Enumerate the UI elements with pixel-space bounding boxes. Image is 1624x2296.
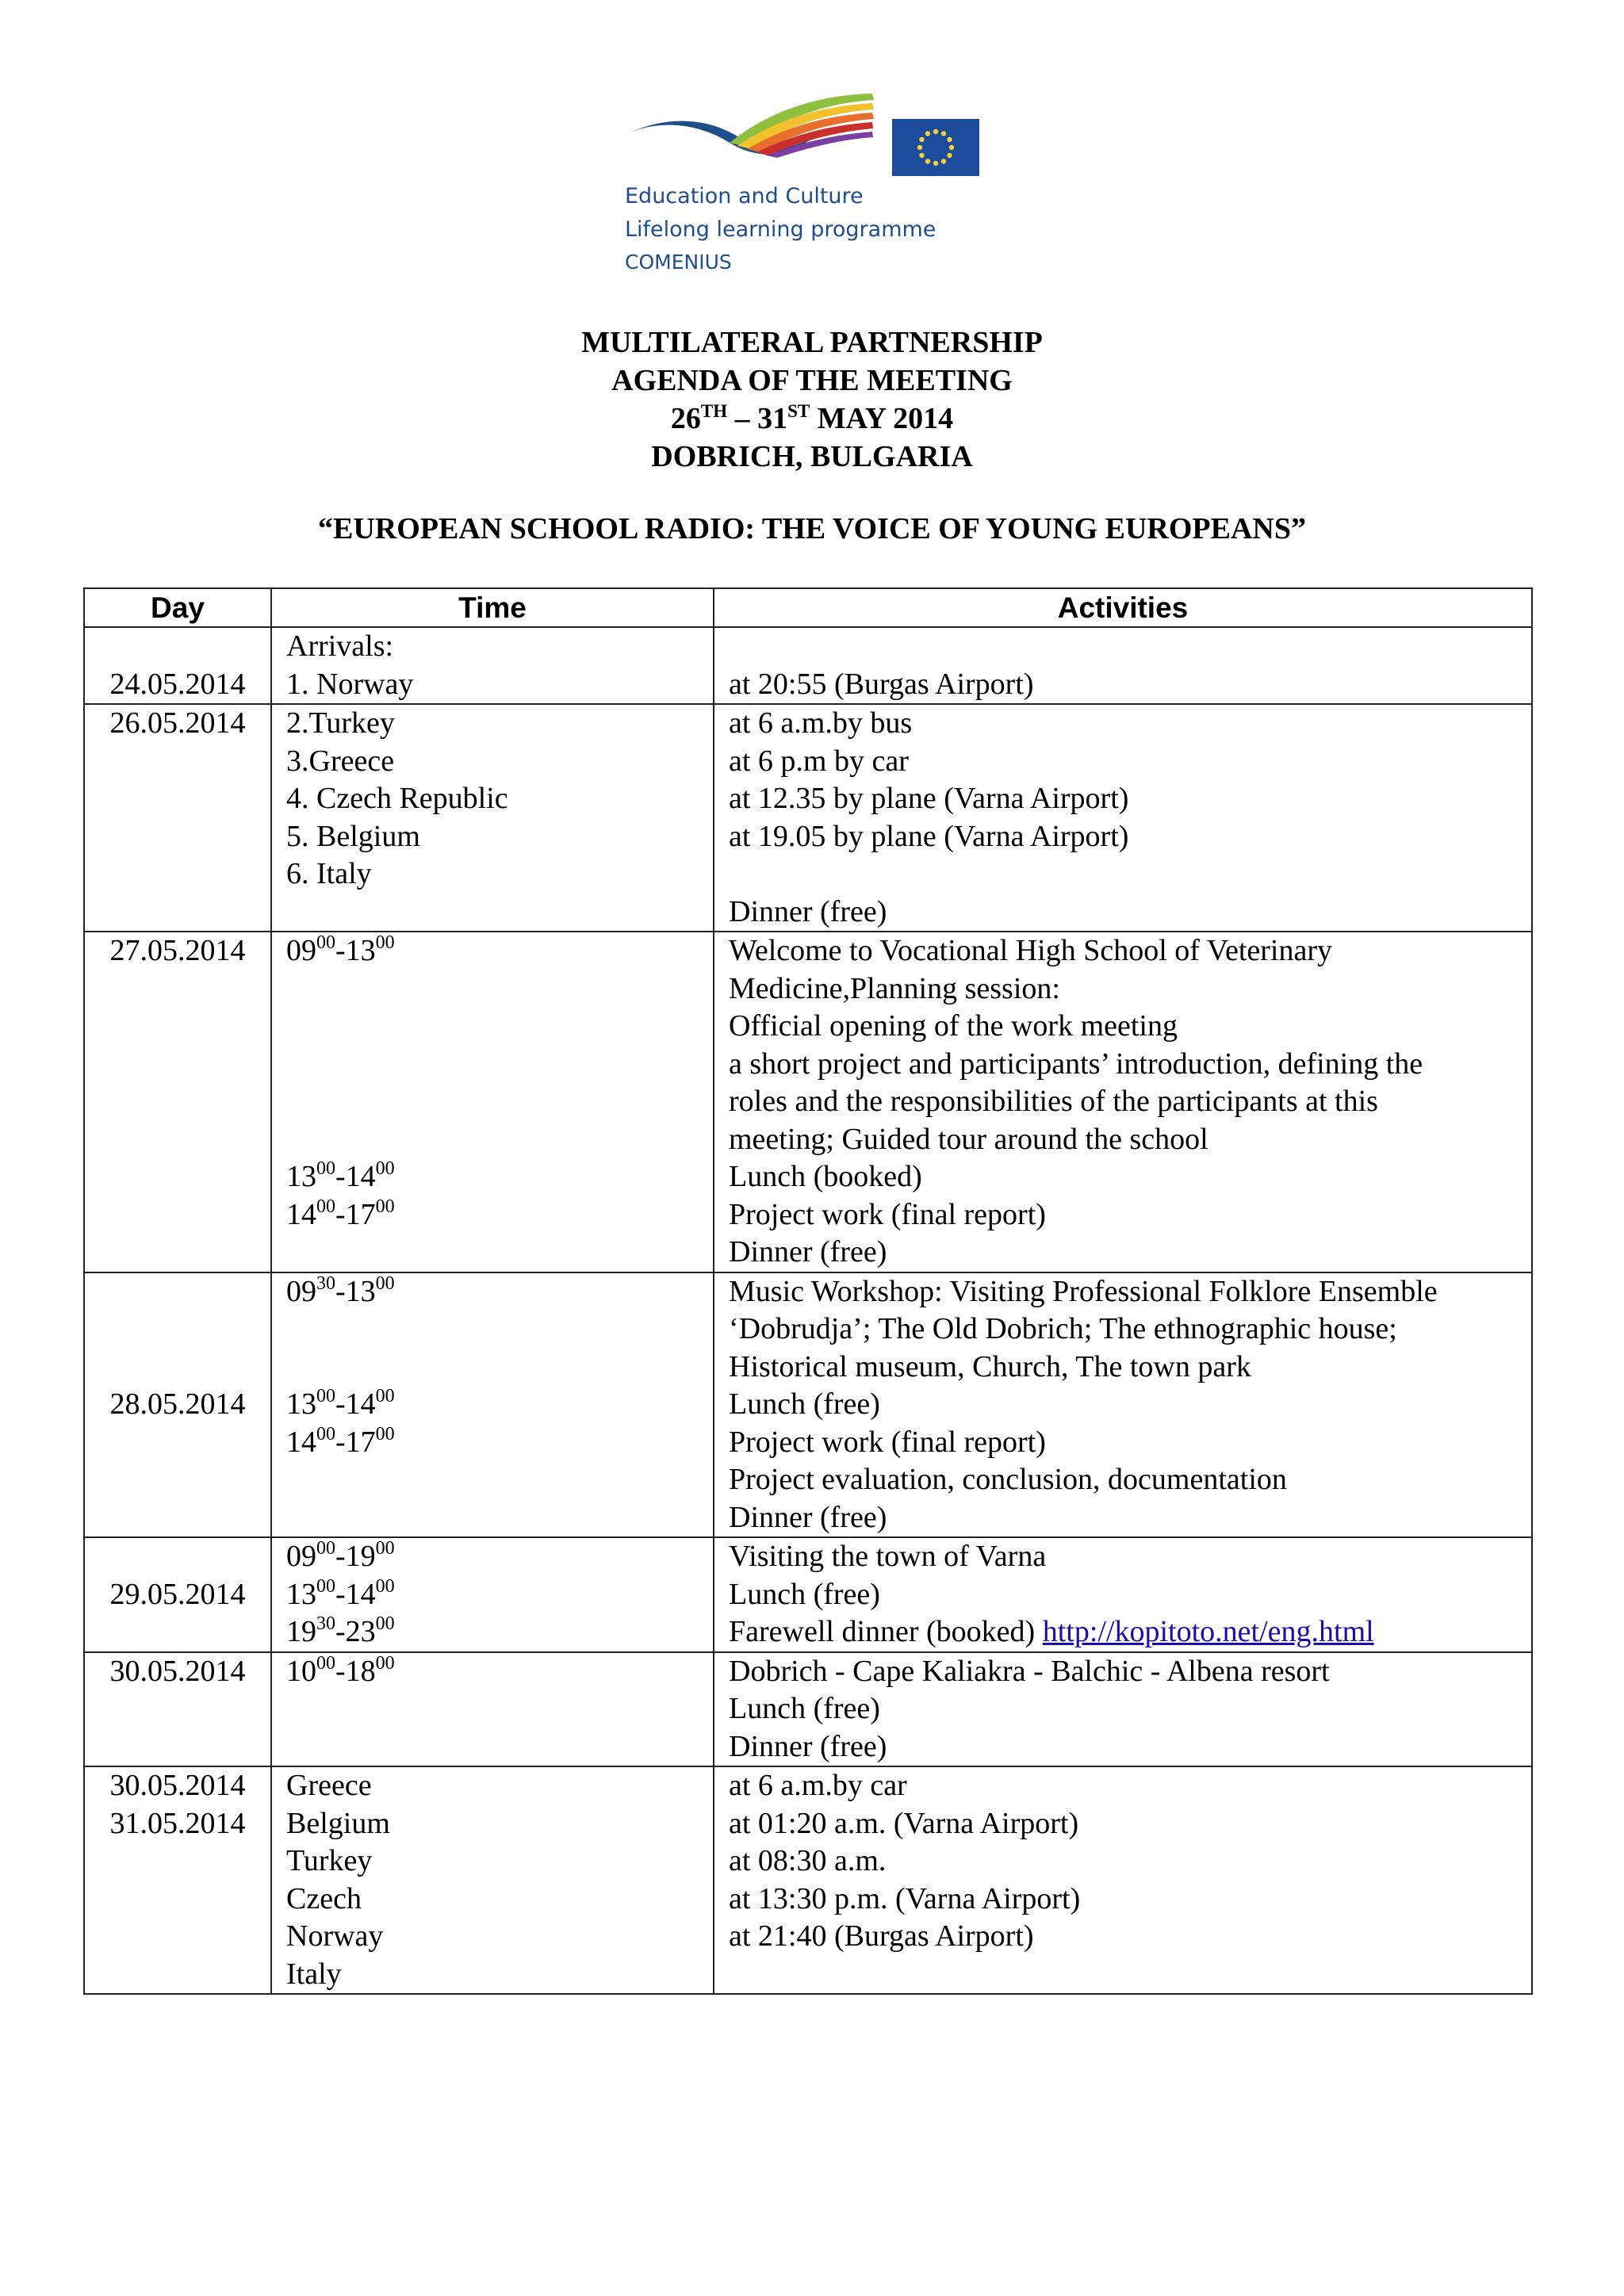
- activity-text: Dinner (free): [729, 1235, 887, 1269]
- date-start-suffix: TH: [700, 401, 728, 421]
- activity-line: [729, 1538, 1531, 1576]
- time-line: Norway: [286, 1919, 384, 1953]
- agenda-table: [83, 587, 1533, 1995]
- time-start-minutes: 00: [316, 932, 335, 953]
- activities-cell: [714, 1272, 1532, 1538]
- logo-text-education: Education and Culture: [625, 184, 864, 209]
- heading-line-dates: [0, 400, 1624, 438]
- day-line: [85, 628, 270, 666]
- activity-text: Music Workshop: Visiting Professional Folklore Ensemble: [729, 1274, 1438, 1308]
- time-line: 5. Belgium: [286, 819, 420, 853]
- column-header-time: Time: [271, 588, 714, 627]
- project-title: “EUROPEAN SCHOOL RADIO: THE VOICE OF YOUNG EUROPEANS”: [317, 512, 1306, 545]
- time-line: [286, 1121, 713, 1159]
- activity-line: [729, 818, 1531, 856]
- date-end-suffix: ST: [787, 401, 810, 421]
- day-line: [85, 1349, 270, 1387]
- activity-text: at 6 a.m.by bus: [729, 706, 913, 740]
- time-line: [286, 1008, 713, 1046]
- time-end-hour: 14: [345, 1387, 376, 1421]
- time-end-hour: 13: [345, 934, 376, 967]
- heading-line-partnership: MULTILATERAL PARTNERSHIP: [581, 326, 1043, 359]
- activity-line: [729, 1158, 1531, 1196]
- time-end-minutes: 00: [375, 1575, 395, 1597]
- activity-line: [729, 1690, 1531, 1728]
- activity-line: [729, 1121, 1531, 1159]
- table-row: [84, 704, 1532, 932]
- activity-text: at 13:30 p.m. (Varna Airport): [729, 1881, 1081, 1915]
- activity-text: Dinner (free): [729, 1500, 887, 1534]
- activity-text: Lunch (free): [729, 1577, 880, 1611]
- day-cell: [84, 1652, 271, 1767]
- date-separator: –: [727, 402, 758, 435]
- time-dash: -: [335, 1577, 346, 1611]
- activity-text: meeting; Guided tour around the school: [729, 1122, 1208, 1156]
- time-start-minutes: 00: [316, 1538, 335, 1559]
- activity-text: Medicine,Planning session:: [729, 971, 1060, 1005]
- time-dash: -: [335, 1160, 346, 1193]
- activity-text: a short project and participants’ introduction, defining the: [729, 1047, 1423, 1081]
- activity-line: [729, 1576, 1531, 1614]
- date-end: 31: [757, 402, 788, 435]
- time-dash: -: [335, 1615, 346, 1648]
- time-line: [286, 1196, 713, 1234]
- activity-text: at 19.05 by plane (Varna Airport): [729, 819, 1129, 853]
- activity-text: at 12.35 by plane (Varna Airport): [729, 782, 1129, 815]
- time-line: 1. Norway: [286, 667, 414, 701]
- time-start-hour: 09: [286, 934, 316, 967]
- document-heading: [0, 323, 1624, 476]
- activity-text: at 08:30 a.m.: [729, 1844, 887, 1877]
- time-end-hour: 17: [345, 1425, 376, 1459]
- heading-line-agenda: AGENDA OF THE MEETING: [611, 364, 1013, 397]
- time-end-minutes: 00: [375, 1538, 395, 1559]
- day-line: [85, 1311, 270, 1349]
- time-line: [286, 1386, 713, 1424]
- time-line: [286, 1311, 713, 1349]
- day-cell: [84, 1766, 271, 1994]
- agenda-body: [84, 627, 1532, 1994]
- activity-line: [729, 1728, 1531, 1766]
- day-cell: [84, 1537, 271, 1652]
- time-dash: -: [335, 1197, 346, 1231]
- eu-flag-icon: [892, 119, 979, 176]
- day-cell: [84, 704, 271, 932]
- day-line: 31.05.2014: [109, 1806, 246, 1840]
- table-header-row: [84, 588, 1532, 627]
- table-row: [84, 1272, 1532, 1538]
- date-start: 26: [670, 402, 701, 435]
- table-row: [84, 627, 1532, 704]
- activity-text: Welcome to Vocational High School of Veterinary: [729, 934, 1333, 967]
- time-start-minutes: 00: [316, 1196, 335, 1217]
- activity-line: [729, 628, 1531, 666]
- time-line: [286, 932, 713, 970]
- activity-line: [729, 1008, 1531, 1046]
- time-end-minutes: 00: [375, 1272, 395, 1294]
- activity-text: Visiting the town of Varna: [729, 1540, 1047, 1573]
- day-cell: [84, 932, 271, 1272]
- time-line: [286, 1158, 713, 1196]
- day-line: [85, 1538, 270, 1576]
- time-start-minutes: 30: [316, 1613, 335, 1634]
- time-dash: -: [335, 1387, 346, 1421]
- time-start-hour: 14: [286, 1425, 316, 1459]
- day-line: 28.05.2014: [109, 1387, 246, 1421]
- activity-line: [729, 932, 1531, 970]
- activity-line: [729, 1843, 1531, 1881]
- activity-line: [729, 1386, 1531, 1424]
- time-line: [286, 1083, 713, 1121]
- time-start-minutes: 00: [316, 1423, 335, 1445]
- time-start-hour: 13: [286, 1577, 316, 1611]
- activity-text: at 6 a.m.by car: [729, 1769, 907, 1802]
- table-row: [84, 932, 1532, 1272]
- time-line: [286, 1576, 713, 1614]
- time-end-minutes: 00: [375, 1386, 395, 1406]
- time-end-minutes: 00: [375, 1652, 395, 1674]
- activity-line: [729, 1424, 1531, 1462]
- activity-line: [729, 1918, 1531, 1956]
- activities-cell: [714, 932, 1532, 1272]
- day-line: 30.05.2014: [109, 1654, 246, 1688]
- time-line: 3.Greece: [286, 744, 395, 778]
- table-row: [84, 1537, 1532, 1652]
- time-cell: [271, 627, 714, 704]
- time-end-minutes: 00: [375, 1423, 395, 1445]
- time-end-hour: 18: [345, 1654, 376, 1688]
- time-line: 4. Czech Republic: [286, 782, 508, 815]
- time-start-minutes: 00: [316, 1575, 335, 1597]
- activity-text: Project work (final report): [729, 1197, 1046, 1231]
- logo-text-comenius: COMENIUS: [625, 251, 732, 274]
- time-line: [286, 1273, 713, 1311]
- time-line: 6. Italy: [286, 857, 372, 890]
- time-cell: [271, 1537, 714, 1652]
- comenius-logo: [611, 79, 991, 285]
- time-end-hour: 14: [345, 1577, 376, 1611]
- activity-line: [729, 705, 1531, 743]
- time-line: Arrivals:: [286, 629, 394, 663]
- day-cell: [84, 627, 271, 704]
- activity-text: at 21:40 (Burgas Airport): [729, 1919, 1034, 1953]
- time-line: Greece: [286, 1769, 372, 1802]
- activity-text: Project work (final report): [729, 1425, 1046, 1459]
- restaurant-link[interactable]: http://kopitoto.net/eng.html: [1042, 1615, 1374, 1648]
- time-dash: -: [335, 1274, 346, 1308]
- time-start-minutes: 30: [316, 1272, 335, 1294]
- time-line: Belgium: [286, 1806, 390, 1840]
- time-line: [286, 970, 713, 1008]
- column-header-day: Day: [84, 588, 271, 627]
- time-start-hour: 09: [286, 1274, 316, 1308]
- activity-line: [729, 970, 1531, 1008]
- time-end-hour: 14: [345, 1160, 376, 1193]
- time-dash: -: [335, 1540, 346, 1573]
- day-line: [85, 1273, 270, 1311]
- activity-text: at 20:55 (Burgas Airport): [729, 667, 1034, 701]
- table-row: [84, 1766, 1532, 1994]
- day-line: 29.05.2014: [109, 1577, 246, 1611]
- programme-logo-graphic: [611, 79, 991, 182]
- activity-line: [729, 1881, 1531, 1919]
- time-dash: -: [335, 934, 346, 967]
- activity-line: [729, 743, 1531, 781]
- activity-text: Official opening of the work meeting: [729, 1009, 1178, 1043]
- time-cell: [271, 1272, 714, 1538]
- table-row: [84, 1652, 1532, 1767]
- logo-text-lifelong: Lifelong learning programme: [625, 217, 936, 242]
- activity-line: [729, 1311, 1531, 1349]
- time-start-hour: 13: [286, 1387, 316, 1421]
- activity-line: [729, 1461, 1531, 1499]
- time-cell: [271, 1766, 714, 1994]
- activity-line: [729, 1767, 1531, 1805]
- time-line: Czech: [286, 1881, 362, 1915]
- activity-line: [729, 780, 1531, 818]
- activities-cell: [714, 627, 1532, 704]
- time-end-minutes: 00: [375, 1158, 395, 1179]
- time-end-minutes: 00: [375, 1613, 395, 1634]
- activity-line: [729, 1653, 1531, 1691]
- activity-line: [729, 1805, 1531, 1843]
- time-start-minutes: 00: [316, 1652, 335, 1674]
- activity-text: Farewell dinner (booked): [729, 1615, 1043, 1648]
- activity-line: [729, 1613, 1531, 1651]
- activity-text: Dobrich - Cape Kaliakra - Balchic - Albena resort: [729, 1654, 1330, 1688]
- day-line: 24.05.2014: [109, 667, 246, 701]
- time-dash: -: [335, 1425, 346, 1459]
- time-start-minutes: 00: [316, 1386, 335, 1406]
- activity-text: Historical museum, Church, The town park: [729, 1349, 1251, 1383]
- time-end-hour: 19: [345, 1540, 376, 1573]
- activity-line: [729, 1234, 1531, 1272]
- activity-line: [729, 666, 1531, 704]
- time-start-minutes: 00: [316, 1158, 335, 1179]
- activity-line: [729, 855, 1531, 894]
- date-month-year: MAY 2014: [810, 402, 954, 435]
- time-cell: [271, 1652, 714, 1767]
- time-cell: [271, 932, 714, 1272]
- time-line: [286, 1538, 713, 1576]
- activity-line: [729, 1083, 1531, 1121]
- activity-line: [729, 1046, 1531, 1084]
- activity-text: ‘Dobrudja’; The Old Dobrich; The ethnographic house;: [729, 1312, 1397, 1345]
- activity-text: Dinner (free): [729, 1729, 887, 1763]
- time-line: [286, 1613, 713, 1651]
- time-end-minutes: 00: [375, 932, 395, 953]
- time-start-hour: 09: [286, 1540, 316, 1573]
- time-line: [286, 1424, 713, 1462]
- time-line: Italy: [286, 1957, 342, 1991]
- time-line: 2.Turkey: [286, 706, 395, 740]
- time-line: [286, 1653, 713, 1691]
- activity-line: [729, 1273, 1531, 1311]
- activity-text: Lunch (free): [729, 1387, 880, 1421]
- activities-cell: [714, 1766, 1532, 1994]
- activity-text: Lunch (booked): [729, 1160, 922, 1193]
- time-start-hour: 13: [286, 1160, 316, 1193]
- activity-line: [729, 1196, 1531, 1234]
- time-start-hour: 10: [286, 1654, 316, 1688]
- heading-line-location: DOBRICH, BULGARIA: [651, 440, 973, 473]
- activities-cell: [714, 1537, 1532, 1652]
- activity-line: [729, 1349, 1531, 1387]
- activity-text: Project evaluation, conclusion, documentation: [729, 1463, 1287, 1496]
- activity-text: Dinner (free): [729, 894, 887, 928]
- day-line: 27.05.2014: [109, 934, 246, 967]
- activity-text: at 6 p.m by car: [729, 744, 909, 778]
- time-line: Turkey: [286, 1844, 373, 1877]
- time-start-hour: 19: [286, 1615, 316, 1648]
- time-dash: -: [335, 1654, 346, 1688]
- day-line: 30.05.2014: [109, 1769, 246, 1802]
- activity-text: roles and the responsibilities of the participants at this: [729, 1085, 1378, 1118]
- activity-text: at 01:20 a.m. (Varna Airport): [729, 1806, 1079, 1840]
- activity-text: Lunch (free): [729, 1692, 880, 1725]
- day-cell: [84, 1272, 271, 1538]
- activity-line: [729, 1499, 1531, 1537]
- time-start-hour: 14: [286, 1197, 316, 1231]
- activities-cell: [714, 1652, 1532, 1767]
- time-cell: [271, 704, 714, 932]
- time-end-hour: 13: [345, 1274, 376, 1308]
- time-line: [286, 1046, 713, 1084]
- column-header-activities: Activities: [714, 588, 1532, 627]
- time-end-minutes: 00: [375, 1196, 395, 1217]
- activity-line: [729, 894, 1531, 932]
- time-end-hour: 17: [345, 1197, 376, 1231]
- activities-cell: [714, 704, 1532, 932]
- time-line: [286, 1349, 713, 1387]
- time-end-hour: 23: [345, 1615, 376, 1648]
- day-line: 26.05.2014: [109, 706, 246, 740]
